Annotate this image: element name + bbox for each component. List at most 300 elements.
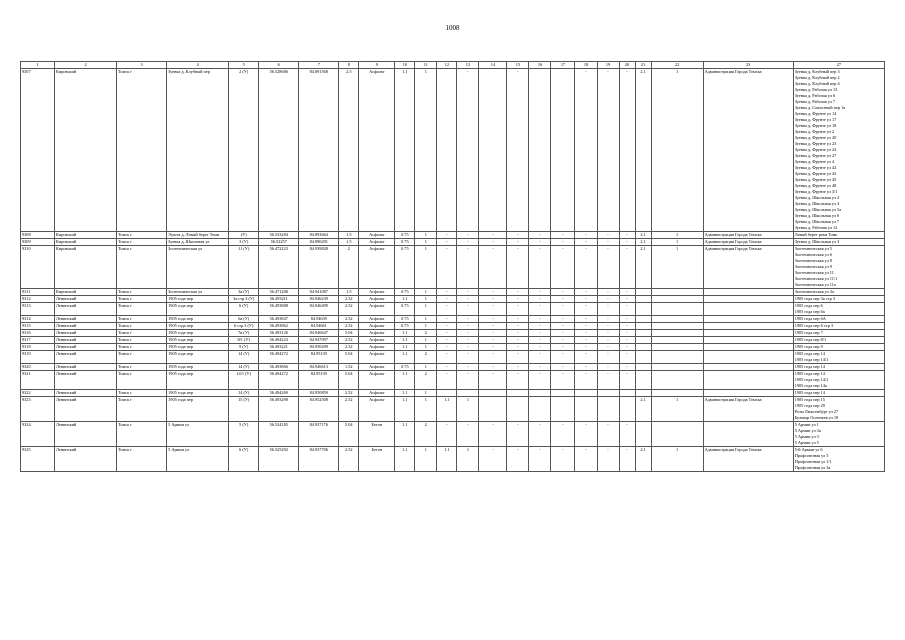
table-cell: -	[479, 239, 507, 246]
table-cell: -	[529, 239, 551, 246]
table-cell: 1	[651, 69, 703, 232]
address-item: 1905 года пер 8/1	[794, 337, 827, 342]
table-cell: Ленинский	[55, 337, 117, 344]
table-cell: -	[479, 323, 507, 330]
table-cell: -	[597, 246, 619, 289]
column-header: 3	[117, 62, 167, 69]
address-item: 1905 года пер 14	[794, 390, 825, 395]
table-cell: 14 (У)	[229, 364, 259, 371]
table-cell: Асфальт	[359, 303, 395, 316]
table-cell: Администрация Города Томска	[703, 232, 793, 239]
table-cell: 0.75	[395, 364, 415, 371]
table-cell: 0.75	[395, 246, 415, 289]
table-cell	[597, 390, 619, 397]
table-cell: Томск г	[117, 351, 167, 364]
table-cell: -	[575, 447, 597, 472]
table-cell: -	[551, 296, 575, 303]
table-cell: 9317	[21, 337, 55, 344]
table-cell: 9322	[21, 390, 55, 397]
table-cell: 5.04	[339, 422, 359, 447]
table-cell: -	[507, 330, 529, 337]
table-cell: -	[479, 337, 507, 344]
table-cell: -	[457, 364, 479, 371]
table-cell: -	[575, 246, 597, 289]
column-header: 18	[575, 62, 597, 69]
table-cell: Томск г	[117, 422, 167, 447]
table-cell: -	[437, 289, 457, 296]
table-cell	[635, 371, 651, 390]
table-cell: 56.471206	[259, 289, 299, 296]
table-cell: 2.1	[635, 232, 651, 239]
table-cell	[703, 351, 793, 364]
table-cell: 2.52	[339, 397, 359, 422]
address-item: 1905 года пер 6	[794, 303, 823, 308]
address-item: Зоотехническая ул 9	[794, 264, 832, 269]
address-list-cell	[793, 422, 884, 447]
table-row	[21, 397, 885, 422]
table-cell: 1	[651, 239, 703, 246]
table-cell: 1.1	[395, 447, 415, 472]
table-cell: 56.493888	[259, 303, 299, 316]
table-cell: 1.1	[395, 296, 415, 303]
table-cell	[651, 323, 703, 330]
table-cell: 1	[415, 397, 437, 422]
table-row	[21, 316, 885, 323]
table-cell: -	[619, 289, 635, 296]
table-cell	[703, 337, 793, 344]
table-cell: Асфальт	[359, 344, 395, 351]
address-item: Зоотехническая ул 8	[794, 258, 832, 263]
column-header: 8	[339, 62, 359, 69]
table-cell: -	[597, 316, 619, 323]
table-cell: 1.5	[339, 239, 359, 246]
table-cell: 84.891568	[299, 69, 339, 232]
table-cell: 5 Армии ул	[167, 422, 229, 447]
table-cell: 84.947097	[299, 337, 339, 344]
table-cell	[651, 303, 703, 316]
table-cell: 2	[415, 422, 437, 447]
table-cell: -	[457, 303, 479, 316]
table-cell: 2	[339, 246, 359, 289]
table-cell: 84.94661	[299, 323, 339, 330]
table-cell: -	[551, 323, 575, 330]
table-cell	[635, 390, 651, 397]
table-cell: -	[437, 246, 457, 289]
table-cell: 5.04	[339, 330, 359, 337]
table-cell: (У)	[229, 232, 259, 239]
table-cell: -	[457, 296, 479, 303]
table-cell: -	[437, 239, 457, 246]
address-item: 1905 года пер 14	[794, 371, 825, 376]
table-cell: -	[575, 239, 597, 246]
table-cell: 1905 года пер	[167, 390, 229, 397]
table-cell: -	[507, 323, 529, 330]
table-row	[21, 246, 885, 289]
table-cell	[457, 390, 479, 397]
table-cell: 2.5	[339, 69, 359, 232]
address-item: 1905 года пер 7	[794, 330, 823, 335]
table-cell: -	[597, 232, 619, 239]
address-item: 1905 года пер 14/1	[794, 377, 829, 382]
column-header: 10	[395, 62, 415, 69]
table-cell: -	[479, 330, 507, 337]
table-cell: Кировский	[55, 239, 117, 246]
table-cell: -	[551, 344, 575, 351]
table-cell	[529, 397, 551, 422]
table-cell	[703, 330, 793, 337]
table-cell: 5 Армии ул	[167, 447, 229, 472]
table-cell: 9325	[21, 447, 55, 472]
table-cell: -	[507, 351, 529, 364]
address-list-cell	[793, 316, 884, 323]
table-cell: Томск г	[117, 246, 167, 289]
table-cell: 9323	[21, 397, 55, 422]
address-item: Зуевка д, Фрунзе ул 18	[794, 123, 837, 128]
table-cell: Администрация Города Томска	[703, 239, 793, 246]
table-cell: -	[507, 239, 529, 246]
table-cell: 1.1	[395, 344, 415, 351]
table-cell: Асфальт	[359, 239, 395, 246]
table-cell: -	[619, 422, 635, 447]
table-cell: Асфальт	[359, 232, 395, 239]
table-cell: 1.1	[395, 397, 415, 422]
table-cell: -	[529, 289, 551, 296]
table-cell: -	[507, 232, 529, 239]
table-cell	[635, 364, 651, 371]
table-cell: 1	[415, 364, 437, 371]
table-cell: 9311	[21, 289, 55, 296]
address-list-cell	[793, 323, 884, 330]
table-cell: 0.75	[395, 232, 415, 239]
table-cell: -	[529, 422, 551, 447]
table-cell: -	[479, 447, 507, 472]
table-cell: -	[619, 447, 635, 472]
table-cell: 9309	[21, 239, 55, 246]
address-item: Зуевка д, Фрунзе ул 4	[794, 159, 835, 164]
table-cell: 0.75	[395, 289, 415, 296]
table-cell	[703, 316, 793, 323]
address-item: 5 Армии ул 3	[794, 434, 819, 439]
table-cell: Томск г	[117, 330, 167, 337]
table-cell: Ленинский	[55, 390, 117, 397]
table-cell: 84.890291	[299, 239, 339, 246]
table-cell: -	[597, 69, 619, 232]
table-cell: 1	[651, 447, 703, 472]
table-cell: -	[479, 316, 507, 323]
table-cell: 6 стр.3 (У)	[229, 323, 259, 330]
address-item: Зуевка д, Фрунзе ул 17	[794, 117, 837, 122]
table-cell: -	[479, 344, 507, 351]
table-cell: 9320	[21, 364, 55, 371]
table-cell: -	[457, 289, 479, 296]
table-cell: 6 (У)	[229, 447, 259, 472]
table-cell: Ленинский	[55, 364, 117, 371]
table-cell: 3а (У)	[229, 289, 259, 296]
table-cell: 56.533284	[259, 232, 299, 239]
table-cell: 0.75	[395, 316, 415, 323]
table-cell: 9307	[21, 69, 55, 232]
table-cell: -	[529, 364, 551, 371]
table-cell: -	[507, 303, 529, 316]
table-cell: 84.94639	[299, 316, 339, 323]
table-cell: Томск г	[117, 397, 167, 422]
column-header: 20	[619, 62, 635, 69]
table-cell: 2.1	[635, 246, 651, 289]
table-cell: -	[551, 239, 575, 246]
table-cell: -	[479, 371, 507, 390]
table-body	[21, 69, 885, 472]
table-cell: -	[597, 344, 619, 351]
table-cell: Асфальт	[359, 316, 395, 323]
table-cell: 84.937176	[299, 422, 339, 447]
address-item: 5 Армии ул 5	[794, 440, 819, 445]
table-cell: 9324	[21, 422, 55, 447]
table-cell	[551, 390, 575, 397]
table-cell	[635, 289, 651, 296]
table-cell: 3а стр.3 (У)	[229, 296, 259, 303]
table-cell: 1.52	[339, 364, 359, 371]
table-row	[21, 303, 885, 316]
table-cell: 9315	[21, 323, 55, 330]
table-cell: -	[619, 239, 635, 246]
address-item: Профсоюзная ул 1/1	[794, 459, 832, 464]
table-cell	[479, 397, 507, 422]
table-cell: 56.52257	[259, 239, 299, 246]
table-cell: -	[551, 289, 575, 296]
table-cell	[703, 364, 793, 371]
table-cell	[507, 397, 529, 422]
table-cell: -	[575, 289, 597, 296]
address-list-cell	[793, 371, 884, 390]
table-cell: Томск г	[117, 323, 167, 330]
table-cell: -	[457, 351, 479, 364]
table-cell: Ленинский	[55, 351, 117, 364]
table-cell: -	[575, 316, 597, 323]
table-cell: Асфальт	[359, 323, 395, 330]
table-cell: 9321	[21, 371, 55, 390]
table-cell: Асфальт	[359, 296, 395, 303]
table-cell: Томск г	[117, 232, 167, 239]
address-item: Профсоюзная ул 5	[794, 453, 829, 458]
table-cell: -	[597, 351, 619, 364]
address-item: 5-й Армии ул 6	[794, 447, 823, 452]
table-cell: 9314	[21, 316, 55, 323]
address-item: 1905 года пер 3а стр 3	[794, 296, 835, 301]
address-item: 1905 года пер 6 стр 3	[794, 323, 834, 328]
column-number-row	[21, 62, 885, 69]
table-cell: 1905 года пер	[167, 351, 229, 364]
column-header: 17	[551, 62, 575, 69]
address-item: 1905 года пер 14а	[794, 383, 827, 388]
table-cell: -	[619, 337, 635, 344]
table-cell: 2.52	[339, 344, 359, 351]
address-item: Зоотехническая ул 3а	[794, 289, 834, 294]
table-cell: -	[437, 303, 457, 316]
table-row	[21, 232, 885, 239]
table-cell	[635, 330, 651, 337]
table-cell: Администрация Города Томска	[703, 397, 793, 422]
table-cell	[619, 390, 635, 397]
table-cell: 84.937706	[299, 447, 339, 472]
table-cell: 2.52	[339, 296, 359, 303]
table-cell: -	[575, 303, 597, 316]
table-cell: -	[457, 337, 479, 344]
address-item: Зуевка д, Фрунзе ул 20	[794, 135, 837, 140]
table-row	[21, 344, 885, 351]
address-item: Зоотехническая ул 6	[794, 252, 832, 257]
table-cell: 56.472223	[259, 246, 299, 289]
table-cell	[635, 351, 651, 364]
table-row	[21, 337, 885, 344]
table-cell: 0.75	[395, 323, 415, 330]
table-cell: 8/1 (У)	[229, 337, 259, 344]
table-cell	[651, 289, 703, 296]
table-cell: -	[597, 296, 619, 303]
table-cell: -	[597, 447, 619, 472]
column-header: 12	[437, 62, 457, 69]
table-cell: -	[479, 296, 507, 303]
table-cell: Томск г	[117, 69, 167, 232]
table-cell: Асфальт	[359, 337, 395, 344]
address-item: Зуевка д, Школьная ул 5а	[794, 207, 842, 212]
table-cell: Зуевка д, Клубный пер	[167, 69, 229, 232]
register-table	[20, 61, 885, 472]
table-cell: 1	[415, 447, 437, 472]
table-cell	[619, 397, 635, 422]
table-row	[21, 371, 885, 390]
table-cell: -	[507, 316, 529, 323]
column-header: 13	[457, 62, 479, 69]
table-cell: 84.95139	[299, 351, 339, 364]
table-cell: 1905 года пер	[167, 296, 229, 303]
table-cell: -	[507, 344, 529, 351]
table-cell: 14 (У)	[229, 390, 259, 397]
table-cell	[703, 303, 793, 316]
table-cell: Томск г	[117, 239, 167, 246]
table-cell: 1	[415, 232, 437, 239]
address-item: Зуевка д, Школьная ул 3	[794, 239, 840, 244]
address-item: Зуевка д, Рабочая ул 13	[794, 87, 838, 92]
address-item: 1905 года пер 6А	[794, 316, 826, 321]
table-cell: 56.494223	[259, 337, 299, 344]
address-item: Бульвар Осеннеев ул 18	[794, 415, 839, 420]
table-cell: -	[619, 371, 635, 390]
table-cell: 7в (У)	[229, 330, 259, 337]
table-cell	[575, 390, 597, 397]
table-cell	[479, 390, 507, 397]
address-list-cell	[793, 364, 884, 371]
table-cell	[651, 344, 703, 351]
table-row	[21, 289, 885, 296]
table-cell: -	[507, 364, 529, 371]
table-cell: -	[529, 316, 551, 323]
address-item: Зуевка д, Клубный пер 2	[794, 75, 840, 80]
table-cell: 1	[415, 239, 437, 246]
table-cell	[651, 330, 703, 337]
table-cell: 56.493298	[259, 397, 299, 422]
table-cell: 1.1	[437, 447, 457, 472]
table-cell	[437, 390, 457, 397]
column-header: 5	[229, 62, 259, 69]
table-cell	[479, 69, 507, 232]
table-cell	[703, 323, 793, 330]
table-cell: -	[551, 422, 575, 447]
table-cell: -	[529, 330, 551, 337]
table-cell: 1905 года пер	[167, 337, 229, 344]
address-item: Зуевка д, Клубный пер 4	[794, 81, 840, 86]
table-cell	[651, 364, 703, 371]
table-cell: -	[597, 364, 619, 371]
address-item: Зуевка д, Фрунзе ул 27	[794, 153, 837, 158]
address-item: Зоотехническая ул 11	[794, 270, 834, 275]
table-cell: -	[437, 323, 457, 330]
table-cell: -	[597, 371, 619, 390]
address-item: Розы Люксембург ул 27	[794, 409, 839, 414]
table-cell: -	[457, 239, 479, 246]
table-cell: 56.493862	[259, 323, 299, 330]
address-item: Зуевка д, Фрунзе ул 45	[794, 177, 837, 182]
table-cell: -	[507, 371, 529, 390]
table-cell: -	[507, 289, 529, 296]
table-cell: -	[575, 323, 597, 330]
table-cell: 1905 года пер	[167, 344, 229, 351]
table-cell: -	[597, 337, 619, 344]
table-cell: 56.493866	[259, 364, 299, 371]
table-cell: -	[619, 296, 635, 303]
table-cell: Кировский	[55, 246, 117, 289]
column-header: 1	[21, 62, 55, 69]
table-cell: -	[437, 422, 457, 447]
table-cell: Зоотехническая ул	[167, 246, 229, 289]
table-cell: 1.1	[395, 69, 415, 232]
table-cell: 56.524185	[259, 422, 299, 447]
table-cell: 1.1	[395, 371, 415, 390]
table-cell	[507, 390, 529, 397]
address-list-cell	[793, 69, 884, 232]
address-item: Зуевка д, Рабочая ул 6	[794, 93, 836, 98]
table-cell: Асфальт	[359, 289, 395, 296]
table-cell: -	[457, 69, 479, 232]
table-cell	[651, 316, 703, 323]
table-cell: -	[551, 232, 575, 239]
table-cell: Асфальт	[359, 330, 395, 337]
table-cell: 1	[457, 397, 479, 422]
table-cell: 56.525292	[259, 447, 299, 472]
table-cell: -	[575, 344, 597, 351]
table-cell: 5.04	[339, 351, 359, 364]
table-cell: 2.1	[635, 447, 651, 472]
table-cell	[651, 351, 703, 364]
table-cell: 56.493221	[259, 344, 299, 351]
table-cell: -	[437, 296, 457, 303]
table-cell: -	[619, 316, 635, 323]
table-cell: -	[597, 303, 619, 316]
table-cell: 2	[415, 371, 437, 390]
table-cell: 84.946499	[299, 303, 339, 316]
table-cell: 14/1 (У)	[229, 371, 259, 390]
table-cell: -	[479, 351, 507, 364]
table-cell: Томск г	[117, 371, 167, 390]
column-header: 2	[55, 62, 117, 69]
table-cell: 1905 года пер	[167, 316, 229, 323]
table-cell	[703, 296, 793, 303]
address-list-cell	[793, 232, 884, 239]
table-cell: 1	[651, 246, 703, 289]
table-cell	[597, 397, 619, 422]
table-row	[21, 330, 885, 337]
table-cell: 5 (У)	[229, 422, 259, 447]
table-cell: 84.941087	[299, 289, 339, 296]
